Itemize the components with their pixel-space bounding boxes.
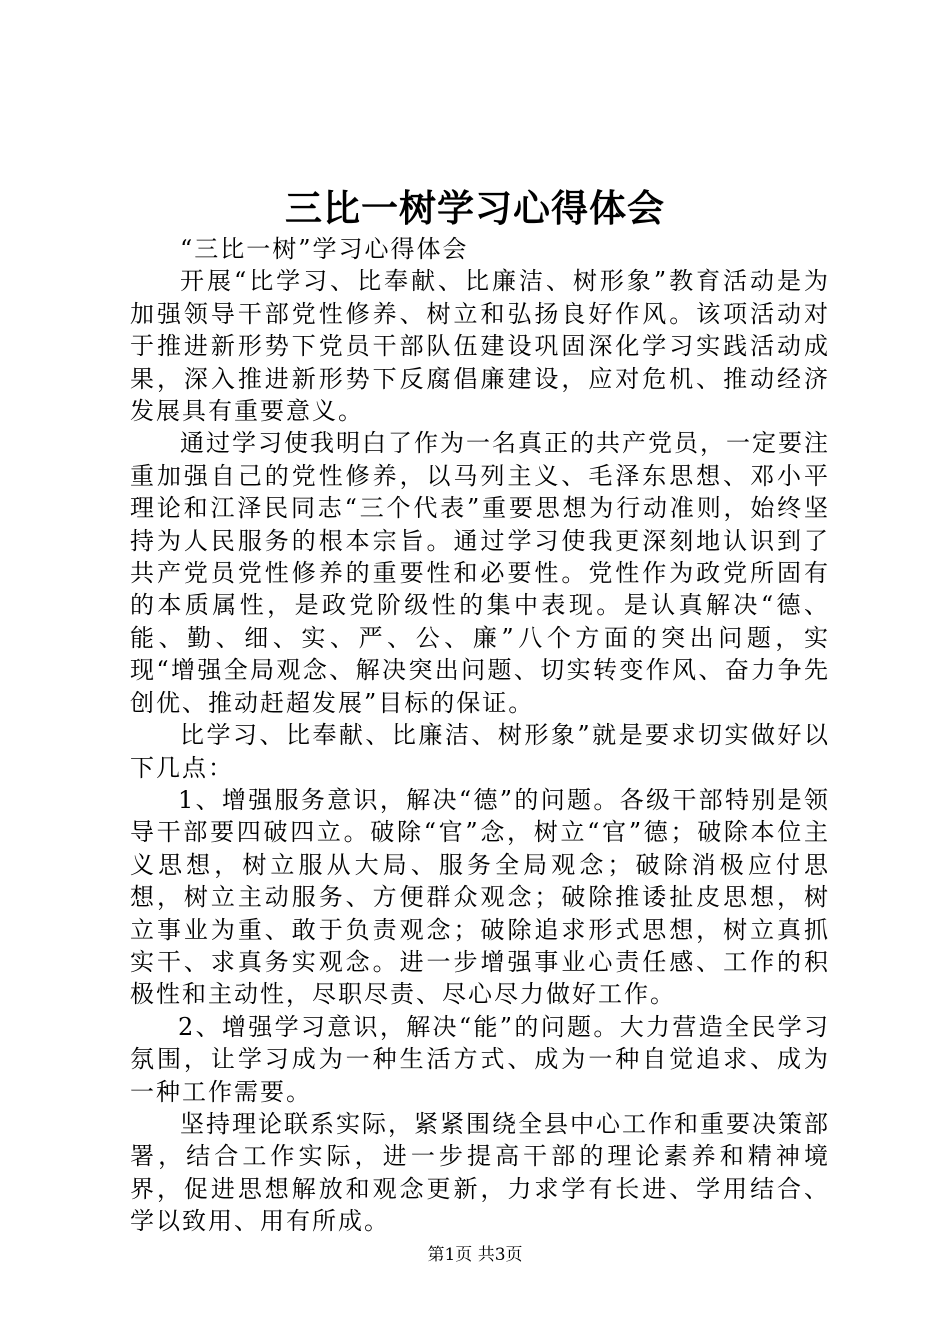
paragraph: 2、增强学习意识，解决“能”的问题。大力营造全民学习氛围，让学习成为一种生活方式、成为一种自觉追求、成为一种工作需要。 (130, 1012, 830, 1106)
paragraph: 比学习、比奉献、比廉洁、树形象”就是要求切实做好以下几点： (130, 721, 830, 782)
document-subtitle: “三比一树”学习心得体会 (180, 235, 469, 263)
page-footer: 第1页 共3页 (427, 1245, 523, 1265)
document-title: 三比一树学习心得体会 (285, 186, 665, 230)
paragraph: 坚持理论联系实际，紧紧围绕全县中心工作和重要决策部署，结合工作实际，进一步提高干部的理论素养和精神境界，促进思想解放和观念更新，力求学有长进、学用结合、学以致用、用有所成。 (130, 1109, 830, 1236)
paragraph: 通过学习使我明白了作为一名真正的共产党员，一定要注重加强自己的党性修养，以马列主义、毛泽东思想、邓小平理论和江泽民同志“三个代表”重要思想为行动准则，始终坚持为人民服务的根本宗旨。通过学习使我更深刻地认识到了共产党员党性修养的重要性和必要性。党性作为政党所固有的本质属性，是政党阶级性的集中表现。是认真解决“德、能、勤、细、实、严、公、廉”八个方面的突出问题，实现“增强全局观念、解决突出问题、切实转变作风、奋力争先创优、推动赶超发展”目标的保证。 (130, 429, 830, 717)
paragraph: 1、增强服务意识，解决“德”的问题。各级干部特别是领导干部要四破四立。破除“官”念，树立“官”德；破除本位主义思想，树立服从大局、服务全局观念；破除消极应付思想，树立主动服务、方便群众观念；破除推诿扯皮思想，树立事业为重、敢于负责观念；破除追求形式思想，树立真抓实干、求真务实观念。进一步增强事业心责任感、工作的积极性和主动性，尽职尽责、尽心尽力做好工作。 (130, 785, 830, 1009)
document-body (130, 233, 830, 1238)
paragraph: 开展“比学习、比奉献、比廉洁、树形象”教育活动是为加强领导干部党性修养、树立和弘扬良好作风。该项活动对于推进新形势下党员干部队伍建设巩固深化学习实践活动成果，深入推进新形势下反腐倡廉建设，应对危机、推动经济发展具有重要意义。 (130, 267, 830, 426)
